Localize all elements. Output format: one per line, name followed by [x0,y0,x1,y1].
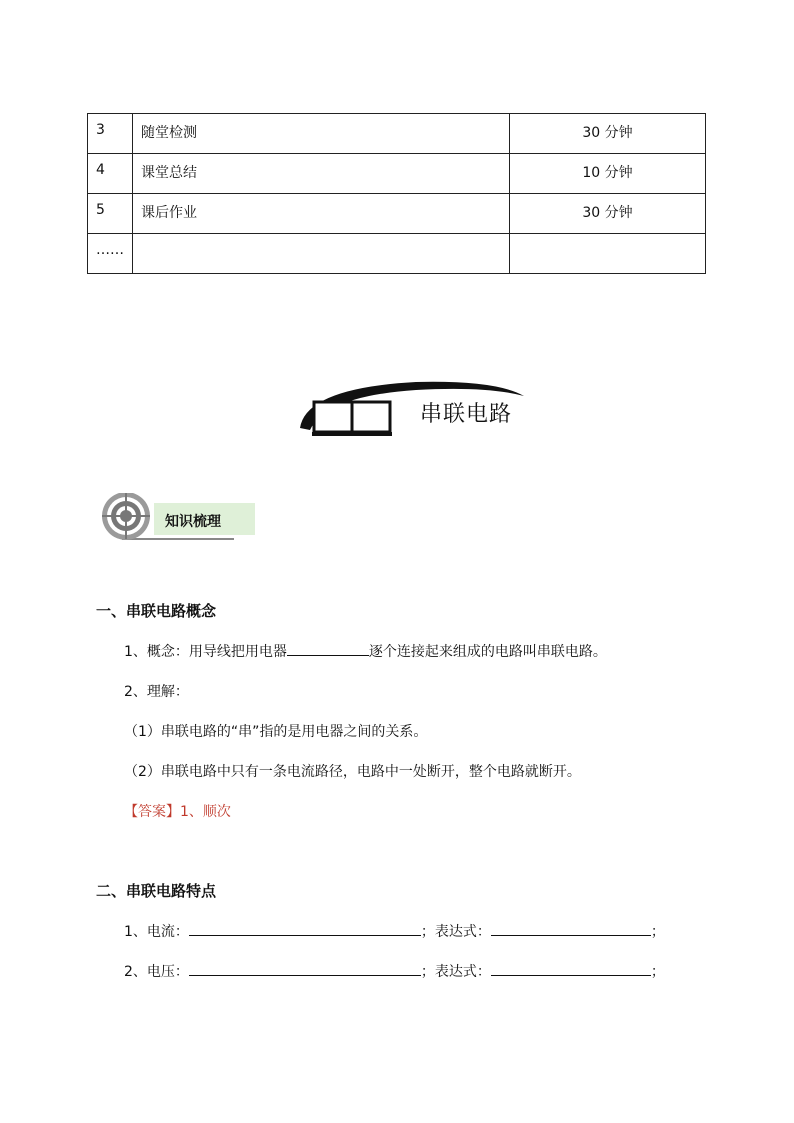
heading-part2: 二、串联电路特点 [96,882,217,900]
current-blank[interactable] [189,921,421,936]
heading-part1: 一、串联电路概念 [96,602,217,620]
current-expr-blank[interactable] [491,921,651,936]
line-end: ； [650,924,665,940]
lesson-plan-table [87,113,706,274]
table-row [88,194,706,234]
answer-tag: 【答案】 [124,804,180,820]
answer-line [124,801,231,821]
concept-line [124,641,607,661]
row-duration [510,234,706,274]
expr-label: ；表达式： [420,924,491,940]
voltage-expr-blank[interactable] [491,961,651,976]
row-number: 5 [88,194,133,234]
row-duration: 30 分钟 [510,114,706,154]
voltage-label: 2、电压： [124,964,189,980]
item1: （1）串联电路的“串”指的是用电器之间的关系。 [124,724,428,740]
badge-label: 知识梳理 [165,514,221,530]
row-duration: 30 分钟 [510,194,706,234]
line-end: ； [650,964,665,980]
voltage-blank[interactable] [189,961,421,976]
fill-blank[interactable] [287,641,369,656]
concept-suffix: 逐个连接起来组成的电路叫串联电路。 [368,644,607,660]
row-activity: 随堂检测 [133,114,510,154]
voltage-line [124,961,665,981]
item2: （2）串联电路中只有一条电流路径，电路中一处断开，整个电路就断开。 [124,764,581,780]
row-number: 3 [88,114,133,154]
concept-prefix: 1、概念：用导线把用电器 [124,644,287,660]
understand-line: 2、理解： [124,684,189,700]
section-title: 串联电路 [420,402,513,427]
expr-label: ；表达式： [420,964,491,980]
row-activity [133,234,510,274]
table-row [88,234,706,274]
current-label: 1、电流： [124,924,189,940]
row-activity: 课后作业 [133,194,510,234]
row-number: 4 [88,154,133,194]
row-number: …… [88,234,133,274]
table-row [88,154,706,194]
answer-text: 1、顺次 [180,804,231,820]
row-duration: 10 分钟 [510,154,706,194]
current-line [124,921,665,941]
row-activity: 课堂总结 [133,154,510,194]
table-row [88,114,706,154]
